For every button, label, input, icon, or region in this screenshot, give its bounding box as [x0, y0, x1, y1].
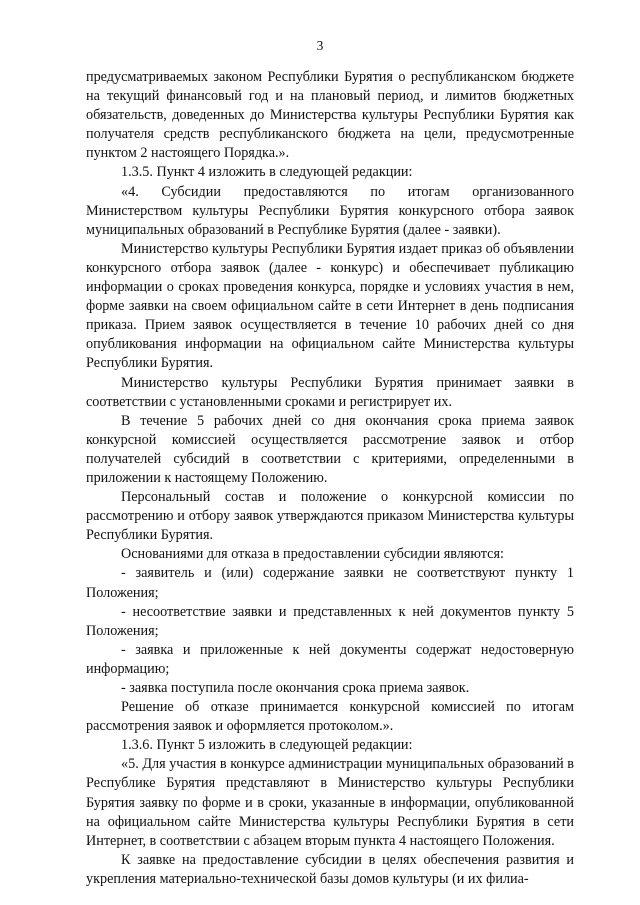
- list-item: - несоответствие заявки и представленных к ней документов пункту 5 Положения;: [86, 603, 574, 639]
- paragraph: Министерство культуры Республики Бурятия издает приказ об объявлении конкурсного отбора заявок (далее - конкурс) и обеспечивает публикацию информации о сроках проведения конкурса, порядке и условиях участия в нем, форме заявки на своем официальном сайте в сети Интернет в день подписания приказа. Прием заявок осуществляется в течение 10 рабочих дней со дня опубликования информации на официальном сайте Министерства культуры Республики Бурятия.: [86, 240, 574, 372]
- paragraph: К заявке на предоставление субсидии в целях обеспечения развития и укрепления материально-технической базы домов культуры (и их филиа-: [86, 851, 574, 887]
- paragraph: «5. Для участия в конкурсе администрации муниципальных образований в Республике Бурятия представляют в Министерство культуры Республики Бурятия заявку по форме и в сроки, указанные в информации, опубликованной на официальном сайте Министерства культуры Республики Бурятия в сети Интернет, в соответствии с абзацем вторым пункта 4 настоящего Положения.: [86, 756, 574, 849]
- paragraph: Министерство культуры Республики Бурятия принимает заявки в соответствии с установленными сроками и регистрирует их.: [86, 374, 574, 410]
- page-number: 3: [316, 38, 324, 53]
- paragraph: Основаниями для отказа в предоставлении субсидии являются:: [121, 546, 504, 563]
- paragraph: «4. Субсидии предоставляются по итогам организованного Министерством культуры Республики Бурятия конкурсного отбора заявок муниципальных образований в Республике Бурятия (далее - заявки).: [86, 183, 574, 238]
- document-body: [86, 68, 574, 889]
- paragraph: Решение об отказе принимается конкурсной комиссией по итогам рассмотрения заявок и оформляется протоколом.».: [86, 699, 574, 735]
- paragraph: предусматриваемых законом Республики Бурятия о республиканском бюджете на текущий финансовый год и на плановый период, и лимитов бюджетных обязательств, доведенных до Министерства культуры Республики Бурятия как получателя средств республиканского бюджета на цели, предусмотренные пунктом 2 настоящего Порядка.».: [86, 69, 574, 162]
- paragraph: В течение 5 рабочих дней со дня окончания срока приема заявок конкурсной комиссией осуществляется рассмотрение заявок и отбор получателей субсидий в соответствии с критериями, определенными в приложении к настоящему Положению.: [86, 412, 574, 486]
- list-item: - заявка поступила после окончания срока приема заявок.: [121, 680, 470, 696]
- list-item: - заявка и приложенные к ней документы содержат недостоверную информацию;: [86, 641, 574, 677]
- paragraph: Персональный состав и положение о конкурсной комиссии по рассмотрению и отбору заявок утверждаются приказом Министерства культуры Республики Бурятия.: [86, 489, 574, 544]
- paragraph: 1.3.6. Пункт 5 изложить в следующей редакции:: [121, 737, 413, 754]
- list-item: - заявитель и (или) содержание заявки не соответствуют пункту 1 Положения;: [86, 565, 574, 601]
- paragraph: 1.3.5. Пункт 4 изложить в следующей редакции:: [121, 164, 413, 181]
